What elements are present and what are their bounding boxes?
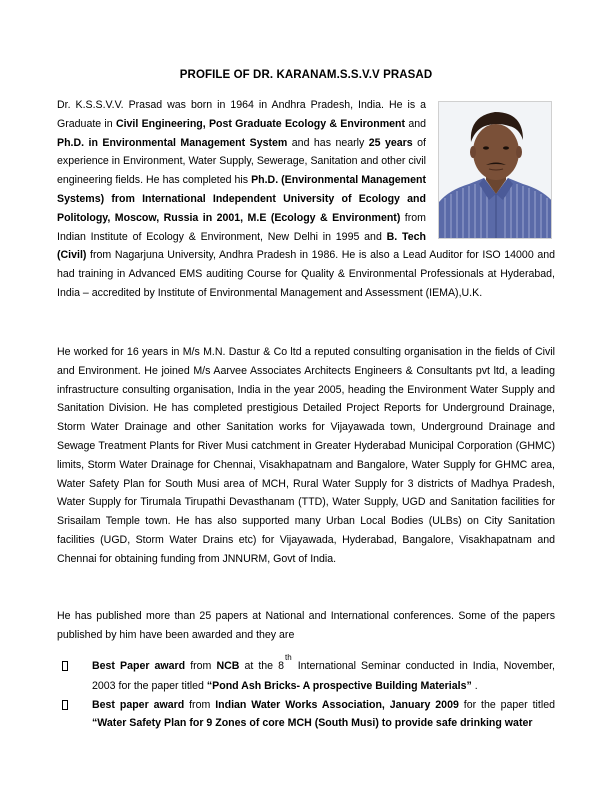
award-item bbox=[57, 653, 555, 696]
award-item bbox=[57, 696, 555, 734]
intro-text: from Indian Institute of Ecology & Environment, New Delhi in 1995 and bbox=[57, 211, 426, 243]
award-paper-title: “Water Safety Plan for 9 Zones of core MCH (South Musi) to provide safe drinking water bbox=[92, 717, 533, 730]
intro-bold-degrees: Civil Engineering, Post Graduate Ecology & Environment bbox=[115, 117, 406, 130]
award-organization: Indian Water Works Association, January 2009 bbox=[215, 698, 459, 711]
intro-text: of experience in Environment, Water Supply, Sewerage, Sanitation and other civil engineering fields. He has completed his bbox=[57, 136, 426, 187]
career-paragraph: He worked for 16 years in M/s M.N. Dastur & Co ltd a reputed consulting organisation in the fields of Civil and Environment. He joined M/s Aarvee Associates Architects Engineers & Consultants pvt ltd, a leading infrastructure consulting organisation, India in the year 2005, heading the Environment Water Supply and Sanitation Division. He has completed prestigious Detailed Project Reports for Underground Drainage, Storm Water Drainage and other Sanitation works for Vijayawada town, Underground Drainage and Sewage Treatment Plants for River Musi catchment in Greater Hyderabad Municipal Corporation (GHMC) limits, Storm Water Drainage for Chennai, Visakhapatnam and Bangalore, Water Supply for GHMC area, Water Safety Plan for South Musi area of MCH, Rural Water Supply for 3 districts of Madhya Pradesh, Water Supply for Tirumala Tirupathi Devasthanam (TTD), Water Supply, UGD and Sanitation facilities for Srisailam Temple town. He has also supported many Urban Local Bodies (ULBs) on City Sanitation facilities (UGD, Storm Water Drains etc) for Vijayawada, Hyderabad, Bangalore, Visakhapatnam and Chennai for obtaining funding from JNNURM, Govt of India. bbox=[57, 346, 555, 565]
intro-paragraph-wrap-beside-photo bbox=[57, 96, 555, 303]
intro-text: and has nearly bbox=[287, 136, 369, 149]
bullet-box-icon bbox=[62, 661, 68, 671]
publications-paragraph: He has published more than 25 papers at National and International conferences. Some of the papers published by him have been awarded and they are bbox=[57, 610, 555, 641]
award-text: from bbox=[184, 698, 216, 711]
intro-paragraph bbox=[57, 96, 555, 303]
awards-list bbox=[57, 653, 555, 733]
intro-bold-phd-university: Ph.D. (Environmental Management Systems) from International Independent University of Ecology and Politology, Moscow, Russia in 2001, M.E (Ecology & Environment) bbox=[57, 174, 426, 224]
award-title: Best Paper award bbox=[92, 660, 186, 672]
award-text: from bbox=[185, 660, 217, 672]
award-paper-title: “Pond Ash Bricks- A prospective Building Materials” bbox=[206, 679, 472, 692]
photo-wrap-spacer bbox=[426, 96, 555, 243]
bullet-box-icon bbox=[62, 700, 68, 710]
intro-bold-btech: B. Tech (Civil) bbox=[57, 230, 426, 262]
ordinal-superscript: th bbox=[285, 653, 292, 662]
intro-text: Dr. K.S.S.V.V. Prasad was born in 1964 in Andhra Pradesh, India. He is a Graduate in bbox=[57, 99, 426, 130]
page-title: PROFILE OF DR. KARANAM.S.S.V.V PRASAD bbox=[179, 69, 433, 81]
intro-bold-years: 25 years bbox=[368, 136, 413, 149]
award-text: International Seminar conducted in India, November, 2003 for the paper titled bbox=[92, 660, 555, 692]
award-text: for the paper titled bbox=[458, 698, 555, 711]
award-text: . bbox=[471, 679, 478, 692]
award-text: at the 8 bbox=[239, 660, 285, 672]
intro-text: from Nagarjuna University, Andhra Pradesh in 1986. He is also a Lead Auditor for ISO 14000 and had training in Advanced EMS auditing Course for Quality & Environmental Professionals at Hyderabad, India – accredited by Institute of Environmental Management and Assessment (IEMA),U.K. bbox=[57, 249, 555, 299]
intro-text: and bbox=[405, 117, 426, 130]
intro-bold-phd: Ph.D. in Environmental Management System bbox=[57, 136, 288, 149]
award-organization: NCB bbox=[216, 660, 240, 672]
award-title: Best paper award bbox=[92, 698, 185, 711]
